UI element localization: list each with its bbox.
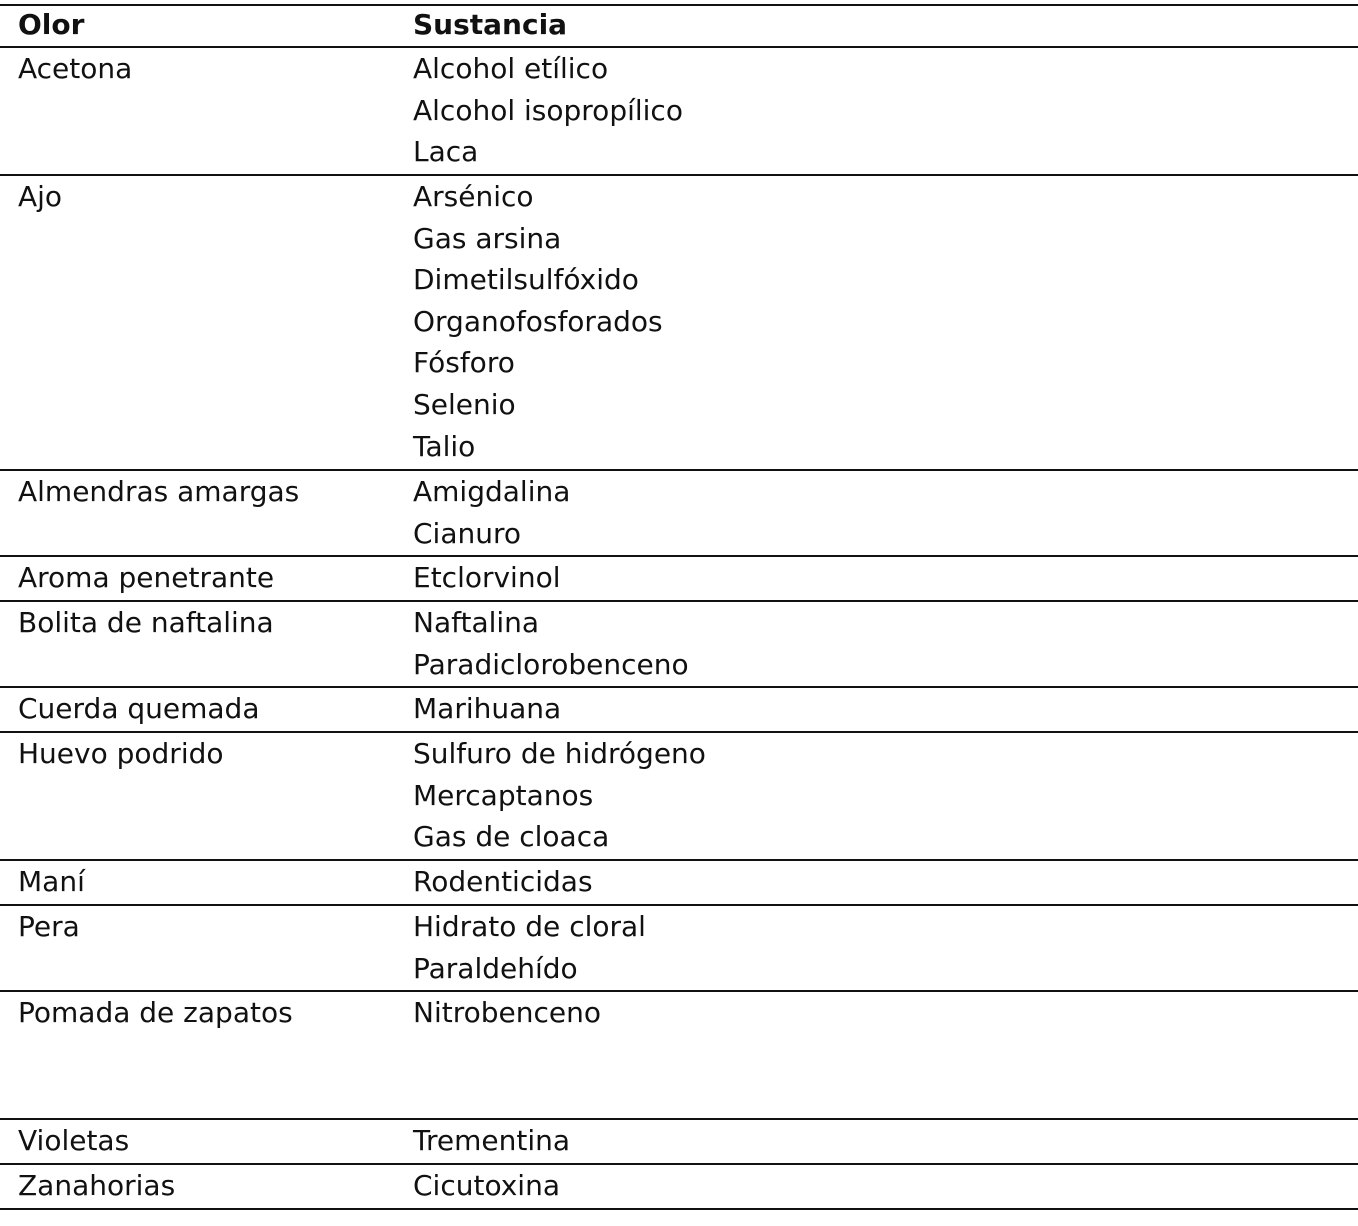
- odor-cell: Ajo: [18, 180, 63, 213]
- substance-item: Trementina: [413, 1124, 571, 1157]
- odor-cell: Pomada de zapatos: [18, 996, 293, 1029]
- odor-cell: Zanahorias: [18, 1169, 176, 1202]
- substance-cell: [413, 176, 663, 467]
- odor-cell: Huevo podrido: [18, 737, 224, 770]
- odor-cell: Almendras amargas: [18, 475, 300, 508]
- substance-item: Amigdalina: [413, 475, 571, 508]
- substance-item: Sulfuro de hidrógeno: [413, 737, 706, 770]
- table-row: [0, 688, 1358, 733]
- substance-cell: [413, 1120, 570, 1162]
- table-header: [0, 4, 1358, 48]
- substance-item: Marihuana: [413, 692, 562, 725]
- substance-cell: [413, 861, 593, 903]
- substance-item: Naftalina: [413, 606, 540, 639]
- odor-cell: Cuerda quemada: [18, 692, 260, 725]
- table-row: [0, 992, 1358, 1120]
- header-odor: Olor: [18, 8, 85, 41]
- table-row: [0, 48, 1358, 176]
- table-row: [0, 861, 1358, 906]
- substance-cell: [413, 992, 601, 1034]
- table-row: [0, 906, 1358, 992]
- substance-item: Nitrobenceno: [413, 996, 601, 1029]
- header-substance: Sustancia: [413, 8, 568, 41]
- substance-cell: [413, 1165, 560, 1207]
- substance-item: Cicutoxina: [413, 1169, 560, 1202]
- substance-cell: [413, 48, 683, 173]
- odor-cell: Pera: [18, 910, 80, 943]
- table-row: [0, 1120, 1358, 1165]
- substance-item: Etclorvinol: [413, 561, 561, 594]
- substance-item: Paraldehído: [413, 951, 578, 985]
- substance-item: Gas de cloaca: [413, 820, 610, 854]
- substance-item: Alcohol isopropílico: [413, 93, 683, 127]
- odor-cell: Aroma penetrante: [18, 561, 275, 594]
- substance-item: Fósforo: [413, 346, 515, 380]
- substance-cell: [413, 688, 561, 730]
- odor-cell: Acetona: [18, 52, 133, 85]
- substance-item: Talio: [413, 429, 476, 463]
- table-row: [0, 176, 1358, 471]
- odor-substance-table: [0, 4, 1358, 1210]
- substance-item: Gas arsina: [413, 221, 562, 255]
- substance-item: Selenio: [413, 387, 516, 421]
- odor-cell: Maní: [18, 865, 85, 898]
- substance-item: Mercaptanos: [413, 778, 594, 812]
- substance-item: Alcohol etílico: [413, 52, 609, 85]
- substance-item: Cianuro: [413, 516, 522, 550]
- table-row: [0, 557, 1358, 602]
- substance-item: Laca: [413, 135, 479, 169]
- substance-item: Organofosforados: [413, 304, 663, 338]
- substance-cell: [413, 557, 561, 599]
- substance-cell: [413, 602, 689, 685]
- substance-item: Paradiclorobenceno: [413, 647, 689, 681]
- substance-item: Dimetilsulfóxido: [413, 263, 639, 297]
- odor-cell: Violetas: [18, 1124, 130, 1157]
- substance-cell: [413, 906, 646, 989]
- substance-item: Arsénico: [413, 180, 534, 213]
- table-row: [0, 471, 1358, 557]
- table-row: [0, 733, 1358, 861]
- table-row: [0, 602, 1358, 688]
- substance-cell: [413, 471, 570, 554]
- odor-cell: Bolita de naftalina: [18, 606, 274, 639]
- substance-cell: [413, 733, 706, 858]
- table-row: [0, 1165, 1358, 1210]
- substance-item: Rodenticidas: [413, 865, 593, 898]
- substance-item: Hidrato de cloral: [413, 910, 646, 943]
